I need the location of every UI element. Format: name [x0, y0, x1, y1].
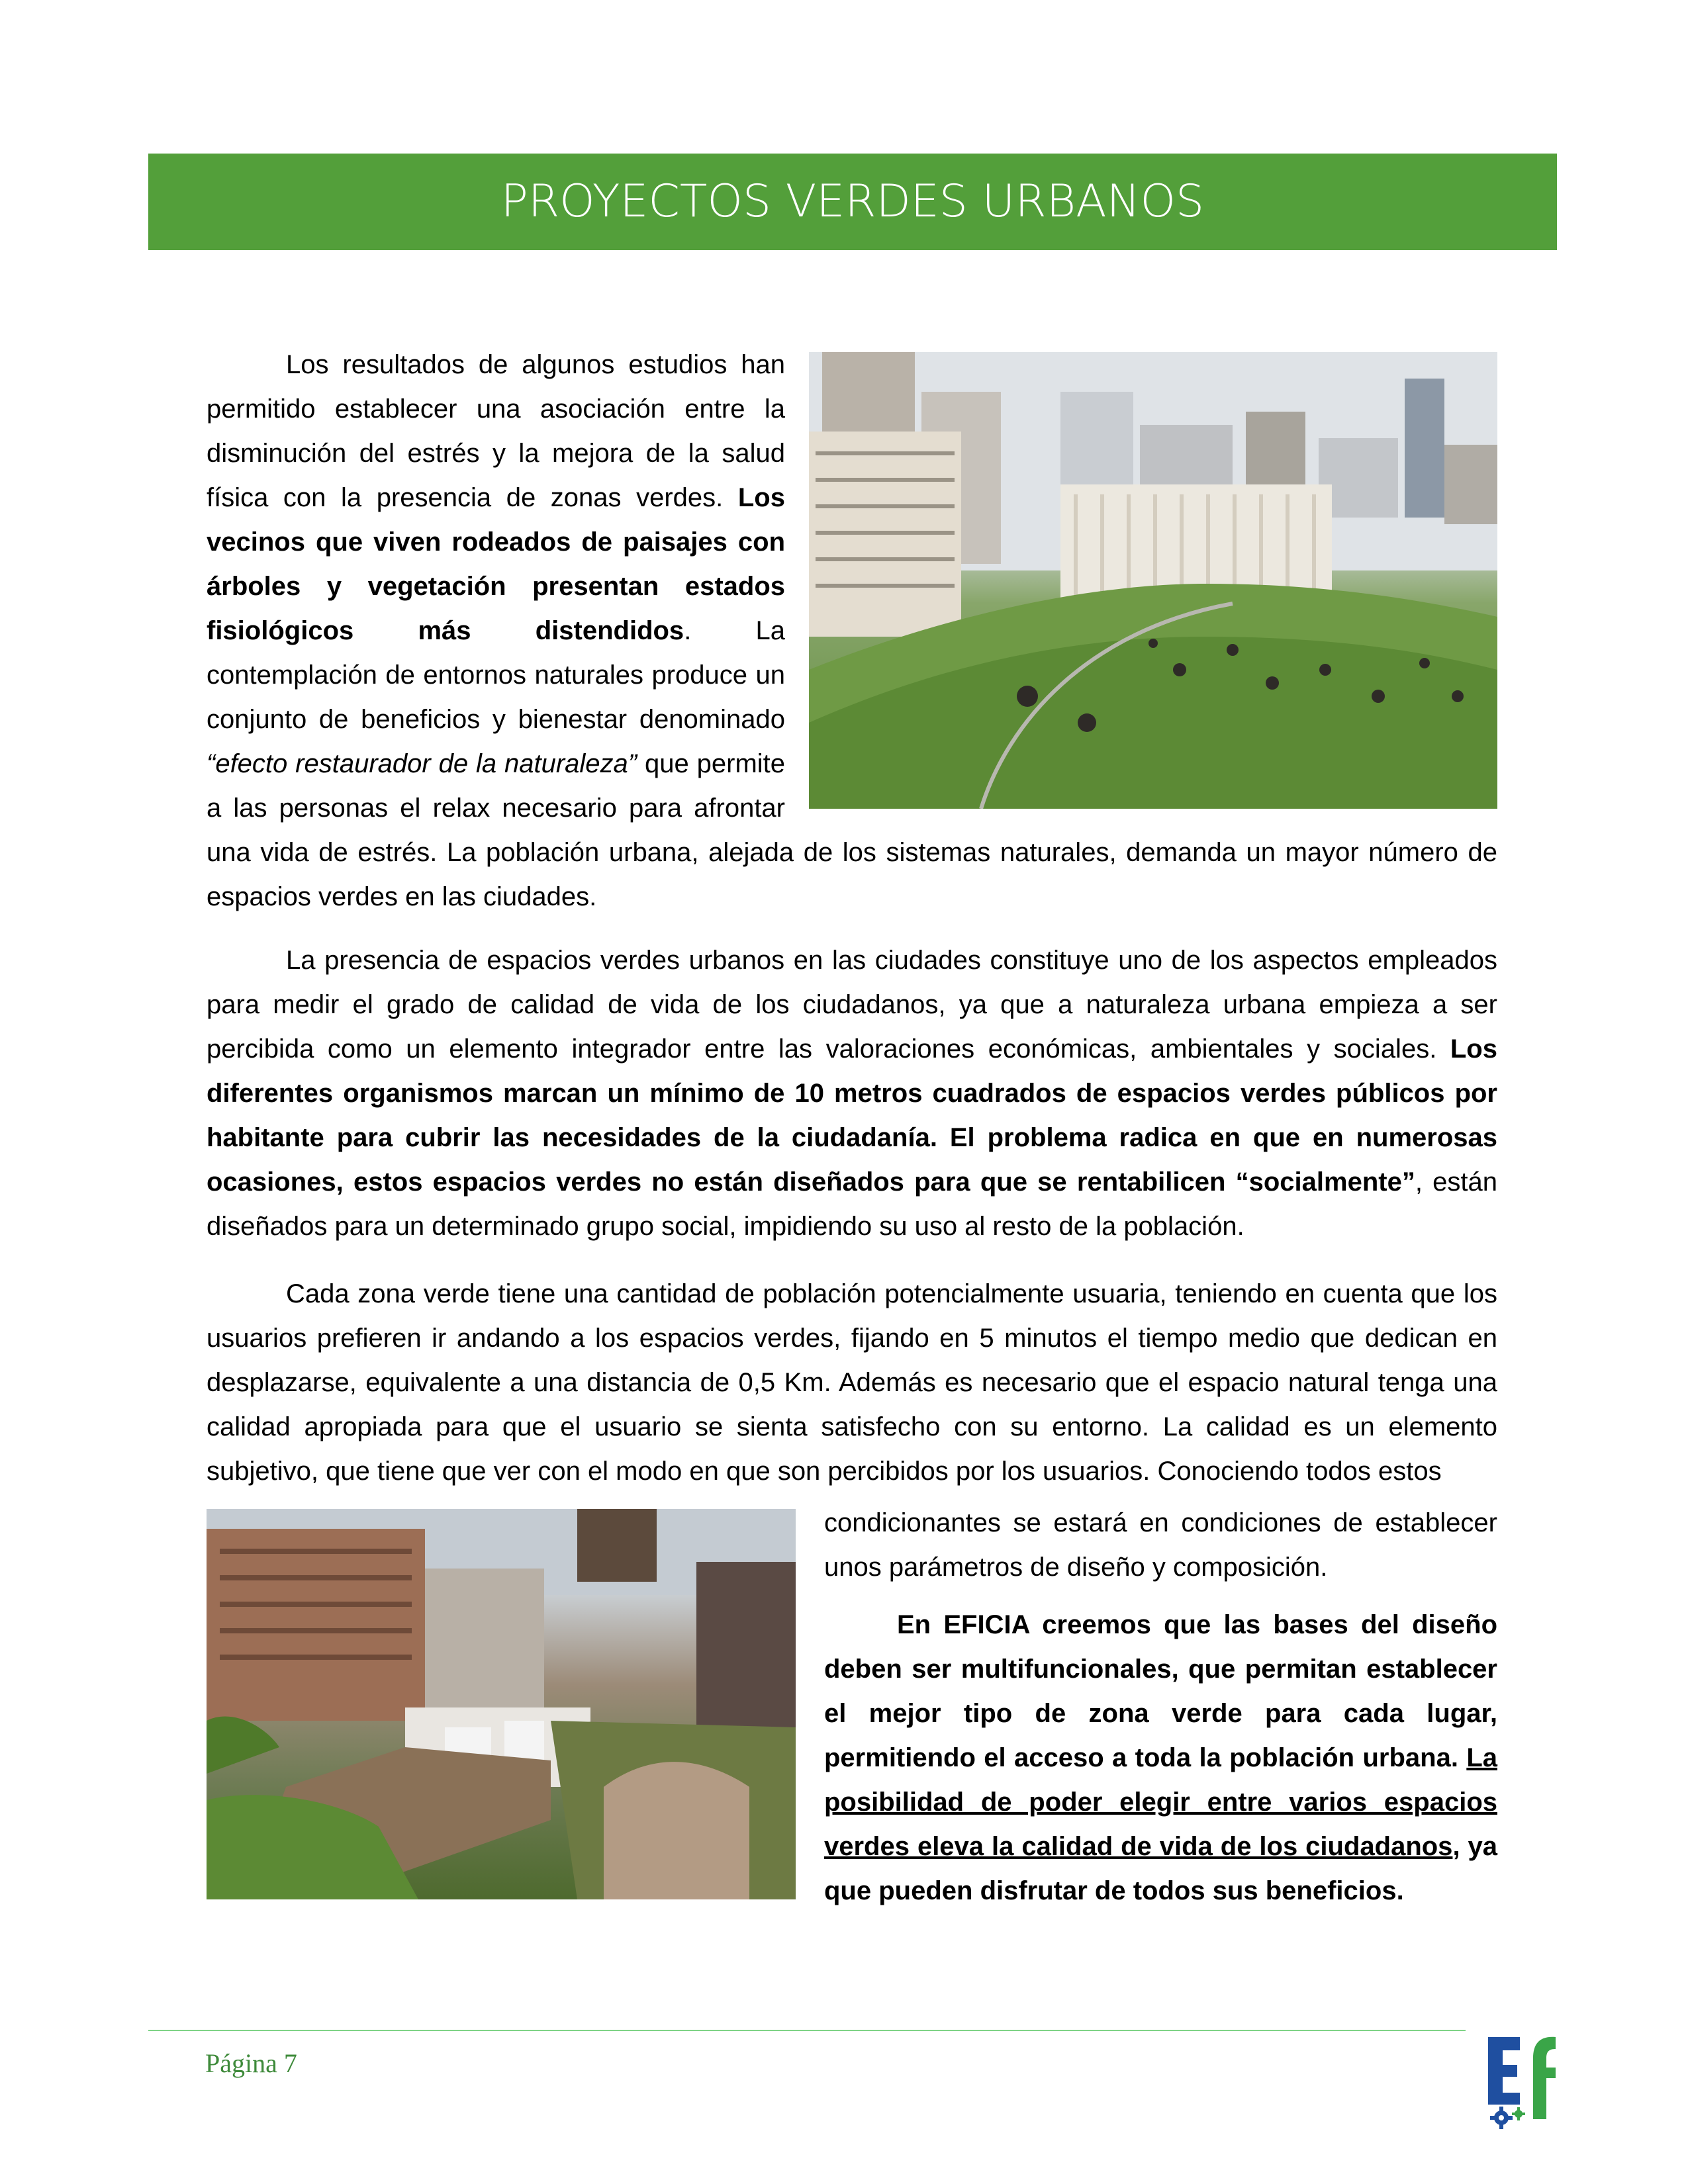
page-title-banner	[148, 154, 1557, 250]
paragraph-2: La presencia de espacios verdes urbanos en las ciudades constituye uno de los aspectos empleados para medir el grado de calidad de vida de los ciudadanos, ya que a naturaleza urbana empieza a ser percibida como un elemento integrador entre las valoraciones económicas, ambientales y sociales. Los diferentes organismos marcan un mínimo de 10 metros cuadrados de espacios verdes públicos por habitante para cubrir las necesidades de la ciudadanía. El problema radica en que en numerosas ocasiones, estos espacios verdes no están diseñados para que se rentabilicen “socialmente”, están diseñados para un determinado grupo social, impidiendo su uso al resto de la población.	[207, 946, 1498, 1241]
paragraph-3: Cada zona verde tiene una cantidad de población potencialmente usuaria, teniendo en cuenta que los usuarios prefieren ir andando a los espacios verdes, fijando en 5 minutos el tiempo medio que dedican en desplazarse, equivalente a una distancia de 0,5 Km. Además es necesario que el espacio natural tenga una calidad apropiada para que el usuario se sienta satisfecho con su entorno. La calidad es un elemento subjetivo, que tiene que ver con el modo en que son percibidos por los usuarios. Conociendo todos estos	[207, 1279, 1497, 1486]
footer-divider	[148, 2030, 1466, 2031]
photo-green-roof-lawn	[809, 352, 1497, 809]
paragraph-4: condicionantes se estará en condiciones de establecer unos parámetros de diseño y composición.	[824, 1508, 1497, 1582]
paragraph-1: Los resultados de algunos estudios han permitido establecer una asociación entre la disminución del estrés y la mejora de la salud física con la presencia de zonas verdes. Los vecinos que viven rodeados de paisajes con árboles y vegetación presentan estados fisiológicos más distendidos. La contemplación de entornos naturales produce un conjunto de beneficios y bienestar denominado “efecto restaurador de la naturaleza” que permite a las personas el relax necesario para afrontar una vida de estrés. La población urbana, alejada de los sistemas naturales, demanda un mayor número de espacios verdes en las ciudades.	[207, 350, 1497, 911]
page-number: Página 7	[205, 2048, 297, 2078]
eficia-logo	[1481, 2032, 1561, 2131]
paragraph-5: En EFICIA creemos que las bases del diseño deben ser multifuncionales, que permitan establecer el mejor tipo de zona verde para cada lugar, permitiendo el acceso a toda la población urbana. La posibilidad de poder elegir entre varios espacios verdes eleva la calidad de vida de los ciudadanos, ya que pueden disfrutar de todos sus beneficios.	[824, 1610, 1498, 1905]
page-title: PROYECTOS VERDES URBANOS	[500, 175, 1205, 228]
photo-rooftop-garden	[207, 1509, 796, 1899]
